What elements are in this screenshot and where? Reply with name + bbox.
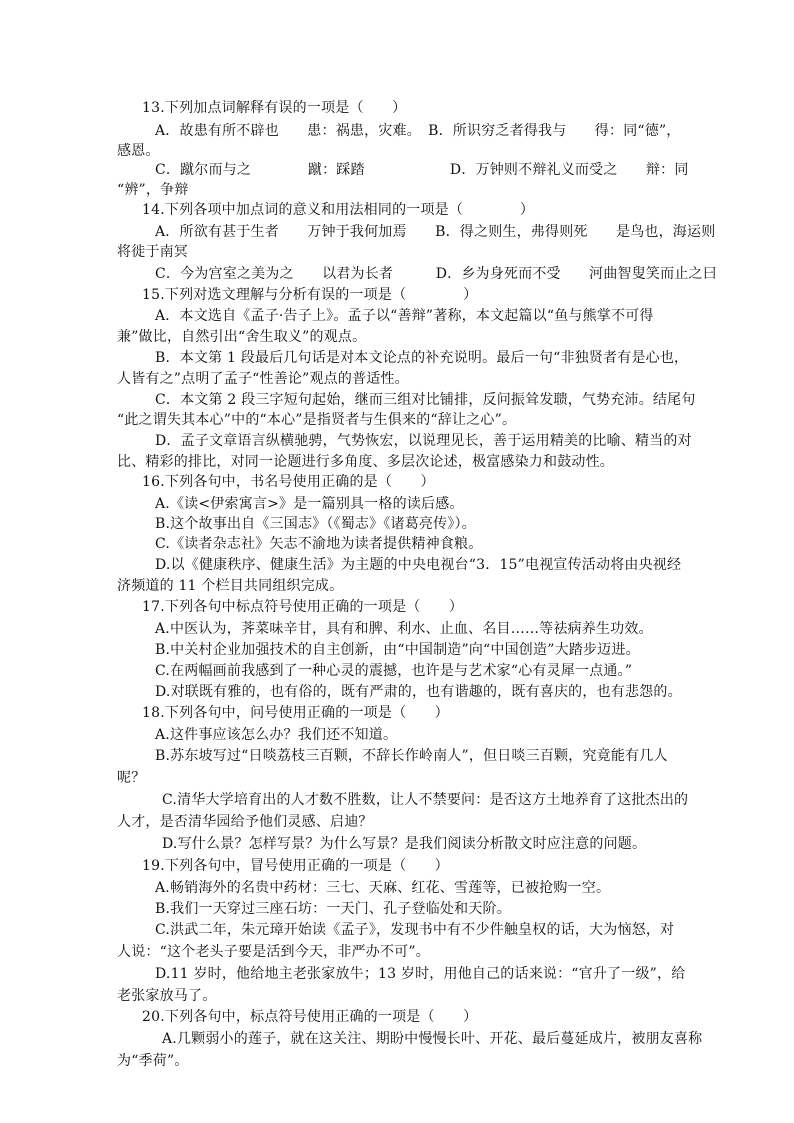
answer-option: A.《读<伊索寓言>》是一篇别具一格的读后感。 [155,496,464,512]
question-stem: 20.下列各句中，标点符号使用正确的一项是（ ） [142,1009,478,1025]
answer-option: D.以《健康秩序、健康生活》为主题的中央电视台“3．15”电视宣传活动将由央视经 [155,557,682,573]
continuation-line: 济频道的 11 个栏目共同组织完成。 [117,578,344,594]
answer-option: A.中医认为，荠菜味辛甘，具有和脾、利水、止血、名目……等祛病养生功效。 [155,621,653,637]
answer-option: C.清华大学培育出的人才数不胜数，让人不禁要问：是否这方土地养育了这批杰出的 [162,792,689,808]
answer-option: D.对联既有雅的，也有俗的，既有严肃的，也有谐趣的，既有喜庆的，也有悲怨的。 [155,684,682,700]
answer-option: B.这个故事出自《三国志》（《蜀志》《诸葛亮传》）。 [155,516,476,532]
answer-option: C.《读者杂志社》矢志不渝地为读者提供精神食粮。 [155,536,483,552]
question-stem: 15.下列对选文理解与分析有误的一项是（ ） [142,287,478,303]
answer-option: A．所欲有甚于生者 万钟于我何加焉 B．得之则生，弗得则死 是鸟也，海运则 [155,224,716,240]
question-stem: 16.下列各句中，书名号使用正确的是（ ） [142,474,435,490]
continuation-line: 人才，是否清华园给予他们灵感、启迪？ [117,814,373,830]
question-stem: 19.下列各句中，冒号使用正确的一项是（ ） [142,858,449,874]
question-stem: 17.下列各句中标点符号使用正确的一项是（ ） [142,599,464,615]
continuation-line: 呢？ [117,770,146,786]
continuation-line: 老张家放马了。 [117,988,217,1004]
answer-option: D.写什么景？怎样写景？为什么写景？是我们阅读分析散文时应注意的问题。 [162,836,647,852]
answer-option: A.畅销海外的名贵中药材：三七、天麻、红花、雪莲等，已被抢购一空。 [155,880,611,896]
continuation-line: “此之谓失其本心”中的“本心”是指贤者与生俱来的“辞让之心”。 [117,412,517,428]
answer-option: C．本文第 2 段三字短句起始，继而三组对比铺排，反问振耸发聩，气势充沛。结尾句 [155,392,696,408]
answer-option: B.我们一天穿过三座石坊：一天门、孔子登临处和天阶。 [155,901,511,917]
answer-option: A.几颗弱小的莲子，就在这关注、期盼中慢慢长叶、开花、最后蔓延成片，被朋友喜称 [162,1031,703,1047]
continuation-line: 人说：“这个老头子要是活到今天，非严办不可”。 [117,944,430,960]
answer-option: B.苏东坡写过“日啖荔枝三百颗，不辞长作岭南人”，但日啖三百颗，究竟能有几人 [155,748,668,764]
continuation-line: 比、精彩的排比，对同一论题进行多角度、多层次论述，极富感染力和鼓动性。 [117,454,614,470]
answer-option: B.中关村企业加强技术的自主创新，由“中国制造”向“中国创造”大踏步迈进。 [155,642,640,658]
continuation-line: 感恩。 [117,143,160,159]
continuation-line: 为“季荷”。 [117,1053,189,1069]
answer-option: A.这件事应该怎么办？我们还不知道。 [155,727,398,743]
answer-option: A．故患有所不辟也 患：祸患，灾难。 B．所识穷乏者得我与 得：同“德”， [155,123,681,139]
answer-option: A．本文选自《孟子·告子上》。孟子以“善辩”著称，本文起篇以“鱼与熊掌不可得 [155,308,654,324]
continuation-line: 兼”做比，自然引出“舍生取义”的观点。 [117,329,367,345]
continuation-line: “辨”，争辩 [117,182,189,198]
question-stem: 13.下列加点词解释有误的一项是（ ） [142,100,407,116]
question-stem: 18.下列各句中，问号使用正确的一项是（ ） [142,705,449,721]
answer-option: C.在两幅画前我感到了一种心灵的震撼，也许是与艺术家“心有灵犀一点通。” [155,663,633,679]
question-stem: 14.下列各项中加点词的意义和用法相同的一项是（ ） [142,202,535,218]
answer-option: B．本文第 1 段最后几句话是对本文论点的补充说明。最后一句“非独贤者有是心也， [155,350,689,366]
answer-option: D．孟子文章语言纵横驰骋，气势恢宏，以说理见长，善于运用精美的比喻、精当的对 [155,433,692,449]
answer-option: D.11 岁时，他给地主老张家放牛；13 岁时，用他自己的话来说：“官升了一级”，给 [155,966,686,982]
continuation-line: 人皆有之”点明了孟子“性善论”观点的普适性。 [117,371,409,387]
answer-option: C．蹴尔而与之 蹴：踩踏 D．万钟则不辩礼义而受之 辩：同 [155,162,689,178]
continuation-line: 将徙于南冥 [117,244,188,260]
answer-option: C.洪武二年，朱元璋开始读《孟子》，发现书中有不少件触皇权的话，大为恼怒，对 [155,922,675,938]
answer-option: C．今为宫室之美为之 以君为长者 D．乡为身死而不受 河曲智叟笑而止之曰 [155,266,717,282]
